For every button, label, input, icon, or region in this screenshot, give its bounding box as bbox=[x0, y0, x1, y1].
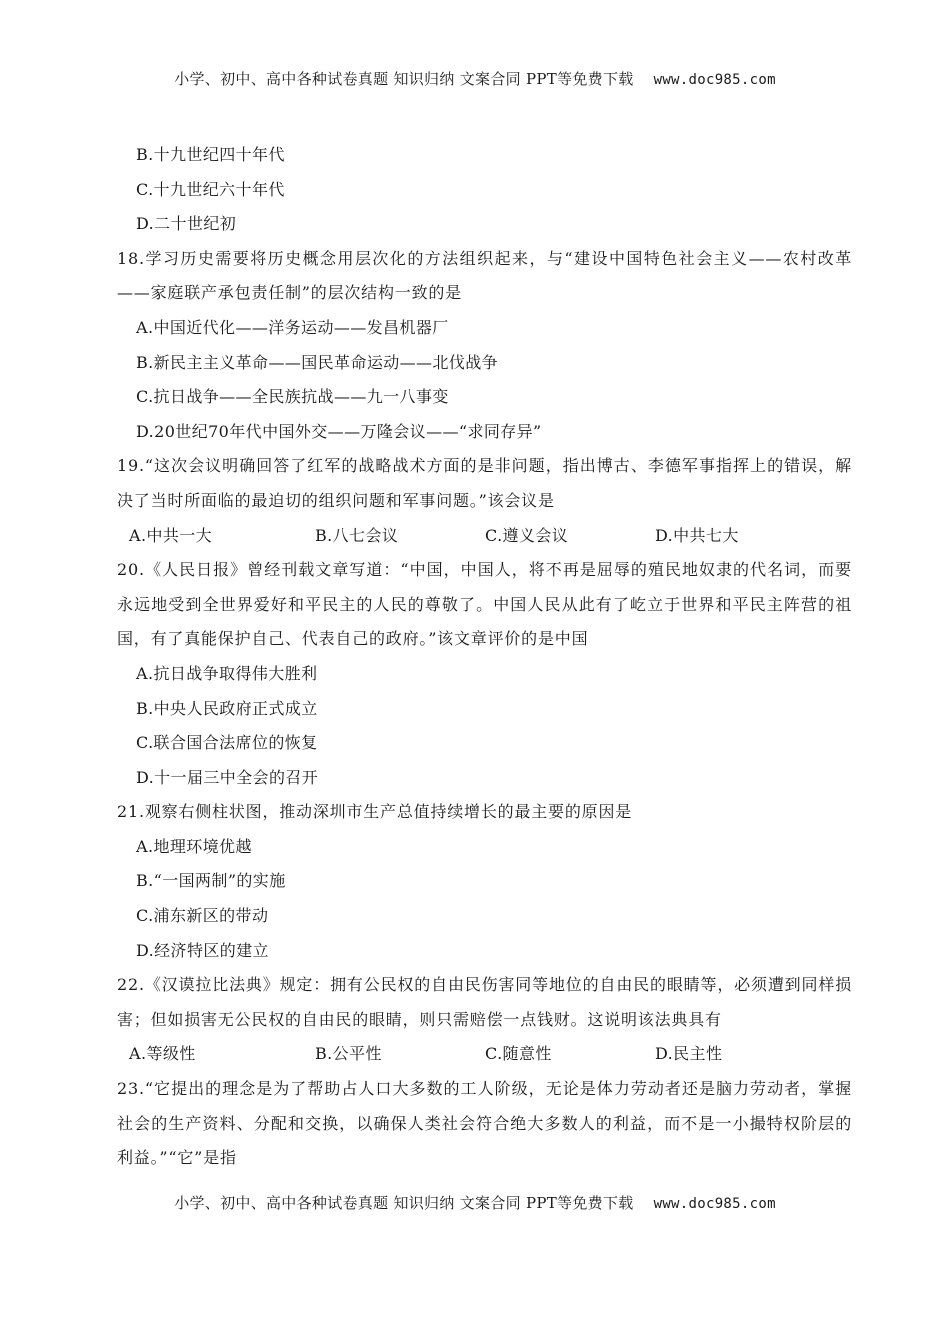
header-url[interactable]: www.doc985.com bbox=[653, 72, 776, 88]
option-17-b: B.十九世纪四十年代 bbox=[136, 145, 285, 164]
option-19-b: B.八七会议 bbox=[315, 525, 399, 545]
page-footer bbox=[0, 1192, 950, 1213]
footer-url[interactable]: www.doc985.com bbox=[653, 1196, 776, 1212]
question-19-options bbox=[117, 519, 852, 554]
option-22-b: B.公平性 bbox=[315, 1044, 382, 1064]
question-21 bbox=[117, 795, 852, 968]
option-18-a: A.中国近代化——洋务运动——发昌机器厂 bbox=[136, 317, 449, 337]
option-19-a: A.中共一大 bbox=[129, 525, 213, 545]
question-19-text: 19.“这次会议明确回答了红军的战略战术方面的是非问题，指出博古、李德军事指挥上的错误，解决了当时所面临的最迫切的组织问题和军事问题。”该会议是 bbox=[117, 456, 852, 510]
option-18-c: C.抗日战争——全民族抗战——九一八事变 bbox=[136, 387, 449, 407]
question-20 bbox=[117, 553, 852, 795]
option-19-c: C.遵义会议 bbox=[485, 525, 569, 545]
option-21-d: D.经济特区的建立 bbox=[136, 940, 269, 960]
footer-text: 小学、初中、高中各种试卷真题 知识归纳 文案合同 PPT等免费下载 bbox=[174, 1194, 634, 1212]
exam-content bbox=[117, 138, 852, 1176]
option-22-a: A.等级性 bbox=[129, 1044, 196, 1064]
option-21-b: B.“一国两制”的实施 bbox=[136, 871, 286, 891]
header-text: 小学、初中、高中各种试卷真题 知识归纳 文案合同 PPT等免费下载 bbox=[174, 70, 634, 88]
option-18-b: B.新民主主义革命——国民革命运动——北伐战争 bbox=[136, 352, 499, 372]
option-22-d: D.民主性 bbox=[655, 1044, 723, 1064]
option-17-c: C.十九世纪六十年代 bbox=[136, 179, 285, 199]
question-21-text: 21.观察右侧柱状图，推动深圳市生产总值持续增长的最主要的原因是 bbox=[117, 802, 633, 822]
option-19-d: D.中共七大 bbox=[655, 525, 739, 545]
question-18-text: 18.学习历史需要将历史概念用层次化的方法组织起来，与“建设中国特色社会主义——农村改革——家庭联产承包责任制”的层次结构一致的是 bbox=[117, 248, 852, 303]
option-20-c: C.联合国合法席位的恢复 bbox=[136, 733, 318, 753]
question-22-text: 22.《汉谟拉比法典》规定：拥有公民权的自由民伤害同等地位的自由民的眼睛等，必须遭到同样损害；但如损害无公民权的自由民的眼睛，则只需赔偿一点钱财。这说明该法典具有 bbox=[117, 975, 852, 1029]
question-23-text: 23.“它提出的理念是为了帮助占人口大多数的工人阶级，无论是体力劳动者还是脑力劳动者，掌握社会的生产资料、分配和交换，以确保人类社会符合绝大多数人的利益，而不是一小撮特权阶层的利益。”“它”是指 bbox=[117, 1079, 852, 1168]
question-22-options bbox=[117, 1037, 852, 1072]
question-17-options bbox=[117, 138, 852, 242]
option-22-c: C.随意性 bbox=[485, 1044, 552, 1064]
option-21-a: A.地理环境优越 bbox=[136, 836, 252, 856]
option-20-a: A.抗日战争取得伟大胜利 bbox=[136, 663, 318, 683]
page-header bbox=[0, 68, 950, 89]
option-20-d: D.十一届三中全会的召开 bbox=[136, 767, 319, 787]
question-22 bbox=[117, 968, 852, 1072]
option-21-c: C.浦东新区的带动 bbox=[136, 906, 269, 926]
question-20-text: 20.《人民日报》曾经刊载文章写道：“中国，中国人，将不再是屈辱的殖民地奴隶的代名词，而要永远地受到全世界爱好和平民主的人民的尊敬了。中国人民从此有了屹立于世界和平民主阵营的祖国，有了真能保护自己、代表自己的政府。”该文章评价的是中国 bbox=[117, 560, 852, 649]
option-20-b: B.中央人民政府正式成立 bbox=[136, 698, 318, 718]
question-19 bbox=[117, 449, 852, 553]
option-18-d: D.20世纪70年代中国外交——万隆会议——“求同存异” bbox=[136, 421, 542, 441]
option-17-d: D.二十世纪初 bbox=[136, 214, 237, 234]
question-23 bbox=[117, 1072, 852, 1176]
question-18 bbox=[117, 242, 852, 450]
